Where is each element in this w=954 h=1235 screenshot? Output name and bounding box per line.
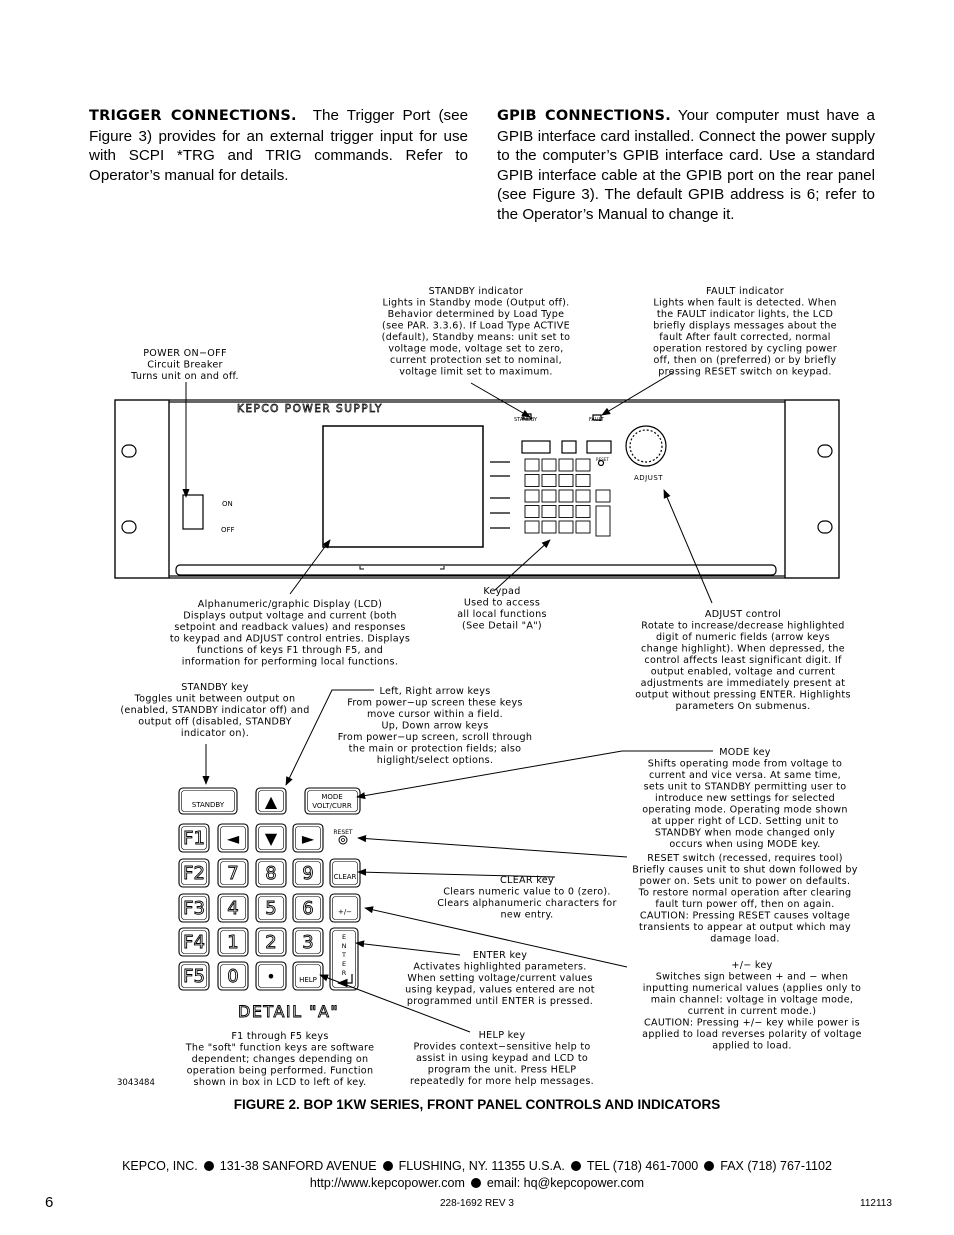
panel-on-label: ON <box>222 500 233 508</box>
callout-line: introduce new settings for selected <box>655 793 835 804</box>
callout-line: CAUTION: Pressing RESET causes voltage <box>639 910 851 922</box>
callout-line: at upper right of LCD. Setting unit to <box>651 816 839 827</box>
callout-line: operation restored by cycling power <box>653 343 837 355</box>
callout-line: voltage mode, voltage set to zero, <box>388 343 564 355</box>
panel-key <box>596 490 610 502</box>
callout-line: occurs when using MODE key. <box>669 839 821 850</box>
callout-line: Displays output voltage and current (both <box>183 610 397 622</box>
arrow-key-label: ▼ <box>264 829 278 848</box>
callout-line: Activates highlighted parameters. <box>413 961 587 973</box>
callout-arrows <box>338 686 532 766</box>
callout-enter <box>405 950 595 1007</box>
panel-adjust-label: ADJUST <box>634 474 664 482</box>
panel-key <box>576 506 590 518</box>
panel-key <box>559 490 573 502</box>
callout-line: Provides context−sensitive help to <box>413 1041 591 1053</box>
digit-key-6-label: 6 <box>302 898 314 919</box>
callout-line: operation being performed. Function <box>186 1065 374 1077</box>
bullet-icon <box>383 1161 393 1171</box>
callout-line: voltage limit set to maximum. <box>399 366 553 378</box>
callout-line: Shifts operating mode from voltage to <box>647 758 843 770</box>
callout-reset <box>632 853 858 945</box>
callout-keypad <box>457 586 547 632</box>
bullet-icon <box>471 1178 481 1188</box>
callout-line: Rotate to increase/decrease highlighted <box>641 620 845 632</box>
panel-reset-label: RESET <box>596 457 609 462</box>
panel-keypad-grid <box>525 459 610 536</box>
detail-a-label: DETAIL "A" <box>238 1002 340 1021</box>
callout-line: power on. Sets unit to power on defaults. <box>639 876 851 887</box>
detail-a-keypad <box>179 788 360 990</box>
bullet-icon <box>204 1161 214 1171</box>
panel-key <box>525 490 539 502</box>
callout-lcd <box>170 599 410 668</box>
callout-line: functions of keys F1 through F5, and <box>196 645 384 656</box>
callout-line: parameters On submenus. <box>675 701 811 712</box>
enter-key-letter: E <box>341 933 347 941</box>
footer-address: 131-38 SANFORD AVENUE <box>219 1159 377 1173</box>
callout-line: From power−up screen these keys <box>347 697 523 709</box>
digit-key-0-label: 0 <box>227 966 239 987</box>
callout-adjust <box>635 609 851 712</box>
page-number: 6 <box>45 1194 54 1211</box>
callout-line: RESET switch (recessed, requires tool) <box>647 853 843 864</box>
callout-line: current protection set to nominal, <box>390 355 562 366</box>
function-key-f1-label: F1 <box>183 828 205 849</box>
panel-key <box>525 521 539 533</box>
panel-key <box>576 521 590 533</box>
footer-web-link[interactable]: http://www.kepcopower.com <box>309 1176 465 1190</box>
callout-line: sets unit to STANDBY permitting user to <box>643 781 847 793</box>
clear-key-label: CLEAR <box>333 873 357 881</box>
digit-key-8-label: 8 <box>265 863 277 884</box>
panel-brand: KEPCO POWER SUPPLY <box>237 403 383 415</box>
drawing-number: 3043484 <box>117 1078 155 1088</box>
callout-line: information for performing local functions. <box>181 656 399 668</box>
function-key-f3-label: F3 <box>183 898 205 919</box>
callout-line: fault turn power off, then on again. <box>655 899 835 910</box>
bullet-icon <box>704 1161 714 1171</box>
panel-key <box>559 475 573 487</box>
callout-line: Lights when fault is detected. When <box>653 297 837 309</box>
callout-line: shown in box in LCD to left of key. <box>193 1077 367 1088</box>
footer-tel: TEL (718) 461-7000 <box>586 1159 699 1173</box>
front-panel-drawing <box>115 400 839 578</box>
digit-key-3-label: 3 <box>302 932 314 953</box>
callout-line: STANDBY indicator <box>428 286 524 297</box>
callout-line: (enabled, STANDBY indicator off) and <box>120 705 310 716</box>
enter-key-letter: N <box>341 942 347 950</box>
footer-company: KEPCO, INC. <box>122 1159 198 1173</box>
footer-contact-line <box>0 1176 954 1190</box>
callout-line: dependent; changes depending on <box>191 1054 369 1065</box>
function-key-f2-label: F2 <box>183 863 205 884</box>
up-arrow-key-label: ▲ <box>264 792 278 811</box>
standby-key-label: STANDBY <box>191 801 225 809</box>
doc-number: 228-1692 REV 3 <box>440 1198 514 1209</box>
callout-standby-ind <box>382 286 571 378</box>
panel-key <box>559 506 573 518</box>
trigger-heading: TRIGGER CONNECTIONS. <box>89 108 297 124</box>
callout-line: MODE key <box>719 747 771 758</box>
callout-line: operating mode. Operating mode shown <box>642 804 848 816</box>
callout-line: programmed until ENTER is pressed. <box>406 996 594 1007</box>
callout-line: off, then on (preferred) or by briefly <box>653 355 837 366</box>
mode-key-sublabel: VOLT/CURR <box>312 802 352 810</box>
callout-line: Lights in Standby mode (Output off). <box>382 297 570 309</box>
callout-line: F1 through F5 keys <box>231 1031 329 1042</box>
callout-line: (see PAR. 3.3.6). If Load Type ACTIVE <box>382 320 570 332</box>
callout-line: Left, Right arrow keys <box>379 686 491 697</box>
callout-line: Toggles unit between output on <box>134 693 296 705</box>
callout-line: Alphanumeric/graphic Display (LCD) <box>197 599 383 610</box>
panel-key <box>525 459 539 471</box>
panel-standby-label: STANDBY <box>514 417 538 423</box>
panel-key <box>525 506 539 518</box>
callout-line: higlight/select options. <box>376 755 494 766</box>
callout-line: adjustments are immediately present at <box>640 678 846 689</box>
digit-key-2-label: 2 <box>265 932 277 953</box>
callout-clear <box>437 875 616 921</box>
callout-line: output enabled, voltage and current <box>650 666 836 678</box>
callout-power <box>130 348 239 382</box>
panel-key <box>576 475 590 487</box>
callout-line: Circuit Breaker <box>147 359 223 371</box>
panel-key <box>525 475 539 487</box>
callout-line: damage load. <box>710 933 780 945</box>
callout-line: the FAULT indicator lights, the LCD <box>656 309 834 320</box>
callout-line: output off (disabled, STANDBY <box>138 716 292 728</box>
callout-line: Clears numeric value to 0 (zero). <box>443 886 611 898</box>
callout-fault-ind <box>653 286 837 378</box>
panel-fault-label: FAULT <box>589 417 604 423</box>
callout-line: move cursor within a field. <box>367 709 503 720</box>
callout-line: POWER ON−OFF <box>143 348 227 359</box>
callout-line: FAULT indicator <box>706 286 784 297</box>
callout-line: ENTER key <box>472 950 528 961</box>
figure-caption: FIGURE 2. BOP 1KW SERIES, FRONT PANEL CONTROLS AND INDICATORS <box>233 1097 721 1112</box>
enter-key-letter: R <box>341 969 347 977</box>
callout-line: pressing RESET switch on keypad. <box>658 366 832 378</box>
digit-key-5-label: 5 <box>265 898 277 919</box>
callout-line: inputting numerical values (applies only to <box>642 983 862 994</box>
panel-key <box>542 521 556 533</box>
callout-line: repeatedly for more help messages. <box>410 1076 594 1087</box>
callout-line: STANDBY key <box>181 682 249 693</box>
callout-plusminus <box>642 960 862 1052</box>
callout-standby-key <box>120 682 309 739</box>
callout-line: When setting voltage/current values <box>407 973 593 984</box>
callout-line: Used to access <box>463 597 541 609</box>
callout-line: Briefly causes unit to shut down followed by <box>632 864 858 876</box>
callout-line: Switches sign between + and − when <box>655 971 849 983</box>
footer-address-line <box>0 1159 954 1173</box>
footer-email-link[interactable]: email: hq@kepcopower.com <box>486 1176 645 1190</box>
callout-line: Keypad <box>483 586 521 597</box>
footer-fax: FAX (718) 767-1102 <box>720 1159 832 1173</box>
plusminus-key-label: +/− <box>337 908 353 916</box>
enter-key-letter: E <box>341 960 347 968</box>
function-key-f4-label: F4 <box>183 932 205 953</box>
arrow-key-label: ◄ <box>226 829 240 848</box>
callout-line: Clears alphanumeric characters for <box>437 898 617 909</box>
help-key-label: HELP <box>299 976 317 984</box>
reset-switch-center-icon <box>342 839 345 842</box>
callout-line: digit of numeric fields (arrow keys <box>656 632 830 643</box>
callout-line: all local functions <box>457 609 547 620</box>
reset-switch-icon <box>339 836 347 844</box>
callout-line: From power−up screen, scroll through <box>337 732 533 743</box>
callout-line: assist in using keypad and LCD to <box>415 1053 589 1064</box>
panel-enter-key <box>596 506 610 536</box>
panel-key <box>576 490 590 502</box>
callout-line: change highlight). When depressed, the <box>641 643 845 655</box>
callout-line: current in current mode.) <box>687 1006 817 1017</box>
arrow-key-label: ► <box>301 829 315 848</box>
mode-key <box>305 788 360 814</box>
reset-label: RESET <box>333 829 353 836</box>
panel-key <box>542 506 556 518</box>
callout-line: CAUTION: Pressing +/− key while power is <box>644 1017 860 1029</box>
callout-line: (default), Standby means: unit set to <box>381 332 571 343</box>
panel-key <box>542 459 556 471</box>
callout-line: CLEAR key <box>500 875 554 886</box>
callout-line: Up, Down arrow keys <box>381 720 489 732</box>
callout-line: briefly displays messages about the <box>653 320 837 332</box>
digit-key-4-label: 4 <box>227 898 239 919</box>
bullet-icon <box>571 1161 581 1171</box>
panel-key <box>542 490 556 502</box>
callout-line: To restore normal operation after clearing <box>638 887 852 899</box>
callout-line: using keypad, values entered are not <box>405 984 595 996</box>
digit-key-1-label: 1 <box>227 932 239 953</box>
callout-line: ADJUST control <box>704 609 782 620</box>
panel-key <box>542 475 556 487</box>
callout-line: (See Detail "A") <box>462 620 542 632</box>
callout-line: control affects least significant digit. If <box>644 655 842 666</box>
callout-help <box>410 1030 594 1087</box>
callout-line: HELP key <box>478 1030 526 1041</box>
gpib-body: Your computer must have a GPIB interface card installed. Connect the power supply to the computer’s GPIB interface card. Use a standard GPIB interface cable at the GPIB port on the rear panel (see Figure 3). The default GPIB address is 6; refer to the Operator’s Manual to change it. <box>497 107 875 223</box>
callout-fkeys <box>185 1031 375 1088</box>
digit-key-9-label: 9 <box>302 863 314 884</box>
callout-line: the main or protection fields; also <box>348 743 522 755</box>
callout-line: setpoint and readback values) and responses <box>174 622 406 633</box>
mode-key-label: MODE <box>321 793 343 801</box>
callout-line: indicator on). <box>180 728 250 739</box>
panel-key <box>576 459 590 471</box>
trigger-body: The Trigger Port (see Figure 3) provides for an external trigger input for use with SCPI *TRG and TRIG commands. Refer to Operator’s manual for details. <box>89 107 469 184</box>
footer-city: FLUSHING, NY. 11355 U.S.A. <box>398 1159 565 1173</box>
callout-line: new entry. <box>500 909 554 921</box>
gpib-heading: GPIB CONNECTIONS. <box>497 108 671 124</box>
callout-line: current and vice versa. At same time, <box>648 770 842 781</box>
callout-line: +/− key <box>731 960 773 971</box>
date-code: 112113 <box>860 1198 892 1209</box>
enter-key-letter: T <box>342 951 346 959</box>
callout-line: STANDBY when mode changed only <box>654 827 836 839</box>
decimal-point-key-label: • <box>266 967 276 986</box>
panel-key <box>559 459 573 471</box>
function-key-f5-label: F5 <box>183 966 205 987</box>
callout-line: applied to load. <box>712 1040 792 1052</box>
callout-mode-key <box>642 747 848 850</box>
panel-key <box>559 521 573 533</box>
callout-line: to keypad and ADJUST control entries. Displays <box>169 633 411 645</box>
callout-line: The "soft" function keys are software <box>185 1042 375 1054</box>
callout-line: applied to load reverses polarity of voltage <box>642 1029 862 1040</box>
callout-line: Turns unit on and off. <box>131 371 239 382</box>
callout-line: fault After fault corrected, normal <box>659 332 831 343</box>
callout-line: output without pressing ENTER. Highlights <box>635 689 851 701</box>
digit-key-7-label: 7 <box>227 863 239 884</box>
callout-line: transients to appear at output which may <box>639 922 851 933</box>
callout-line: main channel: voltage in voltage mode, <box>650 994 854 1006</box>
callout-line: program the unit. Press HELP <box>427 1064 577 1076</box>
panel-off-label: OFF <box>221 526 235 534</box>
callout-line: Behavior determined by Load Type <box>387 309 565 320</box>
